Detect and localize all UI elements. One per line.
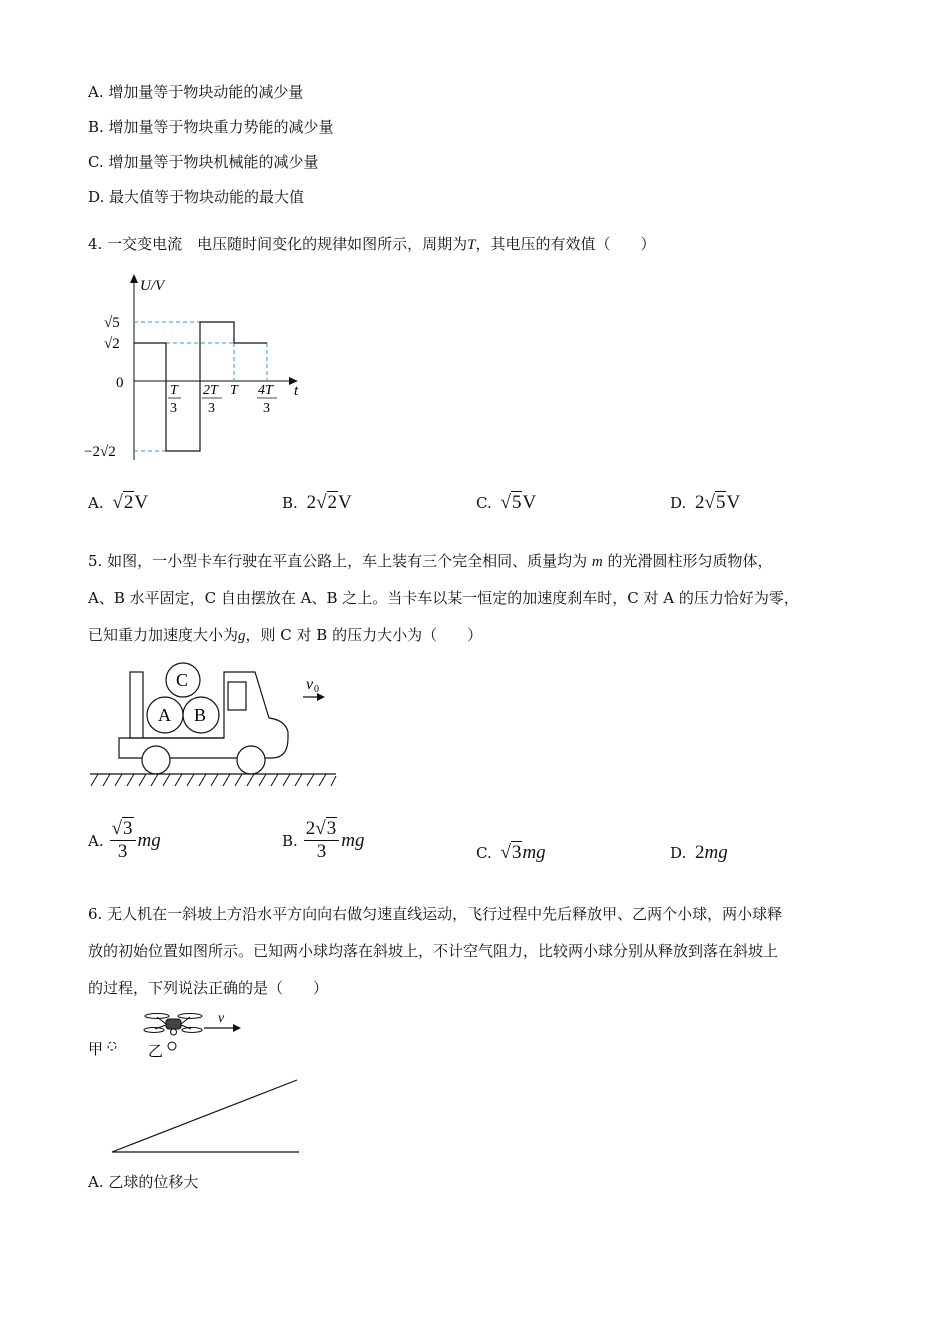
q4-option-d: D. 2√5V [670, 492, 741, 513]
q5-truck-figure [88, 660, 343, 795]
q4-option-b: B. 2√2V [282, 492, 352, 513]
slope-line [112, 1080, 297, 1152]
xtick-4t3-num: 4T [258, 383, 273, 398]
velocity-label: v [306, 676, 314, 693]
q5-option-a: A. $\frac{√3}{3}$ mg [88, 818, 161, 862]
q3-option-d: D. 最大值等于物块动能的最大值 [88, 188, 305, 206]
label-b: B [194, 705, 207, 725]
q5-stem-line2: A、B 水平固定，C 自由摆放在 A、B 之上。当卡车以某一恒定的加速度刹车时，C 对 A 的压力恰好为零， [88, 589, 799, 607]
q4-stem-b: ，其电压的有效值（ ） [475, 235, 656, 253]
q4-voltage-graph [80, 270, 320, 470]
q6-stem-line3: 的过程，下列说法正确的是（ ） [88, 979, 329, 997]
q4-option-c: C. √5V [476, 492, 537, 513]
q5-gravity-symbol: g [238, 628, 246, 644]
voltage-waveform [134, 322, 267, 451]
q5-stem-line3: 已知重力加速度大小为g，则 C 对 B 的压力大小为（ ） [88, 626, 483, 644]
xtick-2t3-num: 2T [203, 383, 218, 398]
velocity-subscript: 0 [314, 684, 319, 695]
q5-stem-line1: 5. 如图，一小型卡车行驶在平直公路上，车上装有三个完全相同、质量均为 m 的光滑圆柱形匀质物体， [88, 552, 773, 570]
xtick-t3-den: 3 [170, 401, 177, 416]
xtick-4t3-den: 3 [263, 401, 270, 416]
ball-yi [168, 1042, 176, 1050]
q3-option-c: C. 增加量等于物块机械能的减少量 [88, 153, 319, 171]
q4-stem-a: 一交变电流 电压随时间变化的规律如图所示，周期为 [107, 235, 468, 253]
rear-wheel [142, 746, 170, 774]
y-axis-arrow [130, 274, 138, 283]
truck-window [228, 682, 246, 710]
xtick-t3-num: T [170, 383, 178, 398]
q5-option-b: B. $\frac{2√3}{3}$ mg [282, 818, 365, 862]
label-c: C [176, 670, 189, 690]
truck-rear-rack [130, 672, 143, 738]
label-yi: 乙 [148, 1044, 164, 1060]
ytick-neg-2sqrt2: −2√2 [84, 444, 116, 460]
q5-option-d: D. 2mg [670, 842, 728, 863]
q6-option-a: A. 乙球的位移大 [88, 1173, 199, 1191]
front-wheel [237, 746, 265, 774]
x-axis-label: t [294, 383, 299, 399]
q4-stem [88, 234, 655, 255]
q3-option-b: B. 增加量等于物块重力势能的减少量 [88, 118, 334, 136]
drone-icon [144, 1014, 202, 1036]
origin-label: 0 [116, 375, 124, 391]
q6-stem-line2: 放的初始位置如图所示。已知两小球均落在斜坡上，不计空气阻力，比较两小球分别从释放到落在斜坡上 [88, 942, 779, 960]
ball-jia [108, 1042, 116, 1050]
label-jia: 甲 [88, 1042, 104, 1058]
q4-number: 4. [88, 235, 103, 253]
q3-option-a: A. 增加量等于物块动能的减少量 [88, 83, 304, 101]
q5-option-c: C. √3mg [476, 842, 546, 863]
xtick-2t3-den: 3 [208, 401, 215, 416]
q6-velocity-label: v [218, 1011, 225, 1026]
q6-stem-line1: 6. 无人机在一斜坡上方沿水平方向向右做匀速直线运动，飞行过程中先后释放甲、乙两个小球，两小球释 [88, 905, 783, 923]
ytick-sqrt5: √5 [104, 315, 120, 331]
label-a: A [158, 705, 171, 725]
q4-period-symbol: T [467, 237, 476, 253]
ground-hatching [91, 774, 336, 786]
q6-drone-figure [86, 1008, 306, 1160]
q5-mass-symbol: m [591, 554, 603, 570]
ytick-sqrt2: √2 [104, 336, 120, 352]
xtick-t: T [230, 383, 238, 398]
q4-option-a: A. √2V [88, 492, 149, 513]
y-axis-label: U/V [140, 278, 165, 294]
